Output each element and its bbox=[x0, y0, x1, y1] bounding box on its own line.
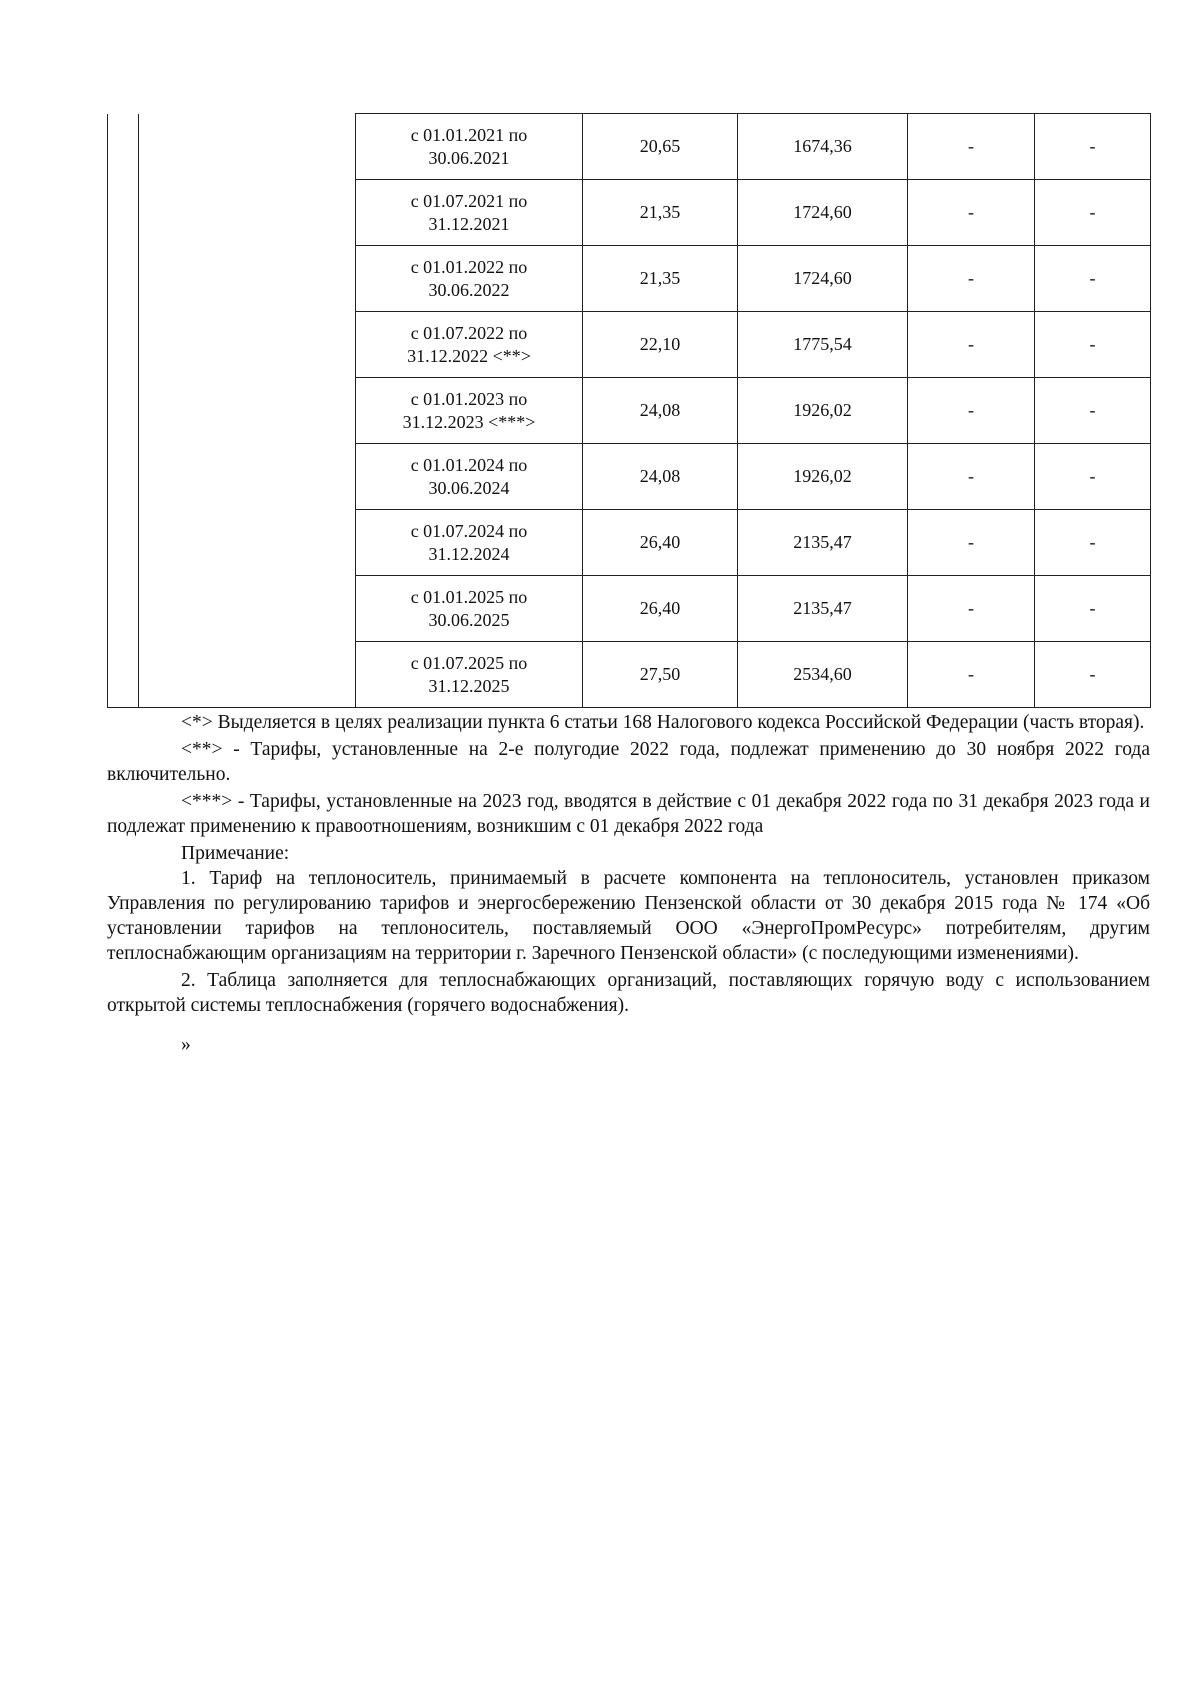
blank-cell bbox=[108, 246, 139, 312]
period-cell: с 01.01.2021 по 30.06.2021 bbox=[356, 114, 583, 180]
dash-cell: - bbox=[1035, 114, 1151, 180]
value-cell: 21,35 bbox=[583, 246, 738, 312]
table-row bbox=[108, 444, 1151, 510]
blank-cell bbox=[139, 510, 356, 576]
note-1: 1. Тариф на теплоноситель, принимаемый в расчете компонента на теплоноситель, установлен приказом Управления по регулированию тарифов и энергосбережению Пензенской области от 30 декабря 2015 года № 174 «Об установлении тарифов на теплоноситель, поставляемый ООО «ЭнергоПромРесурс» потребителям, другим теплоснабжающим организациям на территории г. Заречного Пензенской области» (с последующими изменениями). bbox=[107, 868, 1150, 964]
blank-cell bbox=[108, 444, 139, 510]
blank-cell bbox=[108, 576, 139, 642]
blank-cell bbox=[139, 312, 356, 378]
blank-cell bbox=[108, 378, 139, 444]
dash-cell: - bbox=[1035, 642, 1151, 708]
period-cell: с 01.07.2024 по 31.12.2024 bbox=[356, 510, 583, 576]
blank-cell bbox=[108, 114, 139, 180]
table-row bbox=[108, 246, 1151, 312]
value-cell: 1775,54 bbox=[738, 312, 908, 378]
dash-cell: - bbox=[1035, 510, 1151, 576]
value-cell: 1926,02 bbox=[738, 444, 908, 510]
table-row bbox=[108, 642, 1151, 708]
value-cell: 24,08 bbox=[583, 444, 738, 510]
blank-cell bbox=[139, 114, 356, 180]
closing-quote: » bbox=[181, 1034, 191, 1055]
dash-cell: - bbox=[908, 642, 1035, 708]
footnote-2023: <***> - Тарифы, установленные на 2023 год, вводятся в действие с 01 декабря 2022 года по 31 декабря 2023 года и подлежат применению к правоотношениям, возникшим с 01 декабря 2022 года bbox=[107, 791, 1150, 837]
period-cell: с 01.07.2021 по 31.12.2021 bbox=[356, 180, 583, 246]
dash-cell: - bbox=[1035, 444, 1151, 510]
blank-cell bbox=[139, 576, 356, 642]
dash-cell: - bbox=[1035, 180, 1151, 246]
table-row bbox=[108, 312, 1151, 378]
value-cell: 1674,36 bbox=[738, 114, 908, 180]
period-cell: с 01.01.2022 по 30.06.2022 bbox=[356, 246, 583, 312]
value-cell: 22,10 bbox=[583, 312, 738, 378]
blank-cell bbox=[108, 312, 139, 378]
value-cell: 26,40 bbox=[583, 510, 738, 576]
value-cell: 21,35 bbox=[583, 180, 738, 246]
footnotes bbox=[107, 710, 1150, 1057]
period-cell: с 01.01.2023 по 31.12.2023 <***> bbox=[356, 378, 583, 444]
value-cell: 2534,60 bbox=[738, 642, 908, 708]
period-cell: с 01.07.2025 по 31.12.2025 bbox=[356, 642, 583, 708]
value-cell: 26,40 bbox=[583, 576, 738, 642]
table-row bbox=[108, 576, 1151, 642]
dash-cell: - bbox=[908, 510, 1035, 576]
blank-cell bbox=[139, 246, 356, 312]
table-row bbox=[108, 114, 1151, 180]
blank-cell bbox=[108, 510, 139, 576]
value-cell: 20,65 bbox=[583, 114, 738, 180]
dash-cell: - bbox=[908, 312, 1035, 378]
value-cell: 1926,02 bbox=[738, 378, 908, 444]
blank-cell bbox=[139, 378, 356, 444]
dash-cell: - bbox=[908, 180, 1035, 246]
value-cell: 24,08 bbox=[583, 378, 738, 444]
footnote-vat: <*> Выделяется в целях реализации пункта 6 статьи 168 Налогового кодекса Российской Федерации (часть вторая). bbox=[181, 712, 1145, 733]
blank-cell bbox=[108, 180, 139, 246]
value-cell: 2135,47 bbox=[738, 576, 908, 642]
blank-cell bbox=[139, 444, 356, 510]
dash-cell: - bbox=[1035, 576, 1151, 642]
dash-cell: - bbox=[1035, 312, 1151, 378]
blank-cell bbox=[108, 642, 139, 708]
dash-cell: - bbox=[908, 114, 1035, 180]
blank-cell bbox=[139, 642, 356, 708]
tariff-table bbox=[107, 113, 1151, 708]
table-row bbox=[108, 180, 1151, 246]
value-cell: 27,50 bbox=[583, 642, 738, 708]
dash-cell: - bbox=[908, 576, 1035, 642]
dash-cell: - bbox=[1035, 378, 1151, 444]
blank-cell bbox=[139, 180, 356, 246]
note-2: 2. Таблица заполняется для теплоснабжающих организаций, поставляющих горячую воду с использованием открытой системы теплоснабжения (горячего водоснабжения). bbox=[107, 970, 1150, 1016]
document-page bbox=[107, 113, 1150, 1059]
period-cell: с 01.07.2022 по 31.12.2022 <**> bbox=[356, 312, 583, 378]
period-cell: с 01.01.2025 по 30.06.2025 bbox=[356, 576, 583, 642]
table-row bbox=[108, 378, 1151, 444]
dash-cell: - bbox=[908, 246, 1035, 312]
notes-heading: Примечание: bbox=[181, 843, 290, 864]
dash-cell: - bbox=[1035, 246, 1151, 312]
value-cell: 2135,47 bbox=[738, 510, 908, 576]
value-cell: 1724,60 bbox=[738, 180, 908, 246]
dash-cell: - bbox=[908, 444, 1035, 510]
dash-cell: - bbox=[908, 378, 1035, 444]
table-row bbox=[108, 510, 1151, 576]
footnote-2022: <**> - Тарифы, установленные на 2-е полугодие 2022 года, подлежат применению до 30 ноября 2022 года включительно. bbox=[107, 739, 1150, 785]
value-cell: 1724,60 bbox=[738, 246, 908, 312]
period-cell: с 01.01.2024 по 30.06.2024 bbox=[356, 444, 583, 510]
